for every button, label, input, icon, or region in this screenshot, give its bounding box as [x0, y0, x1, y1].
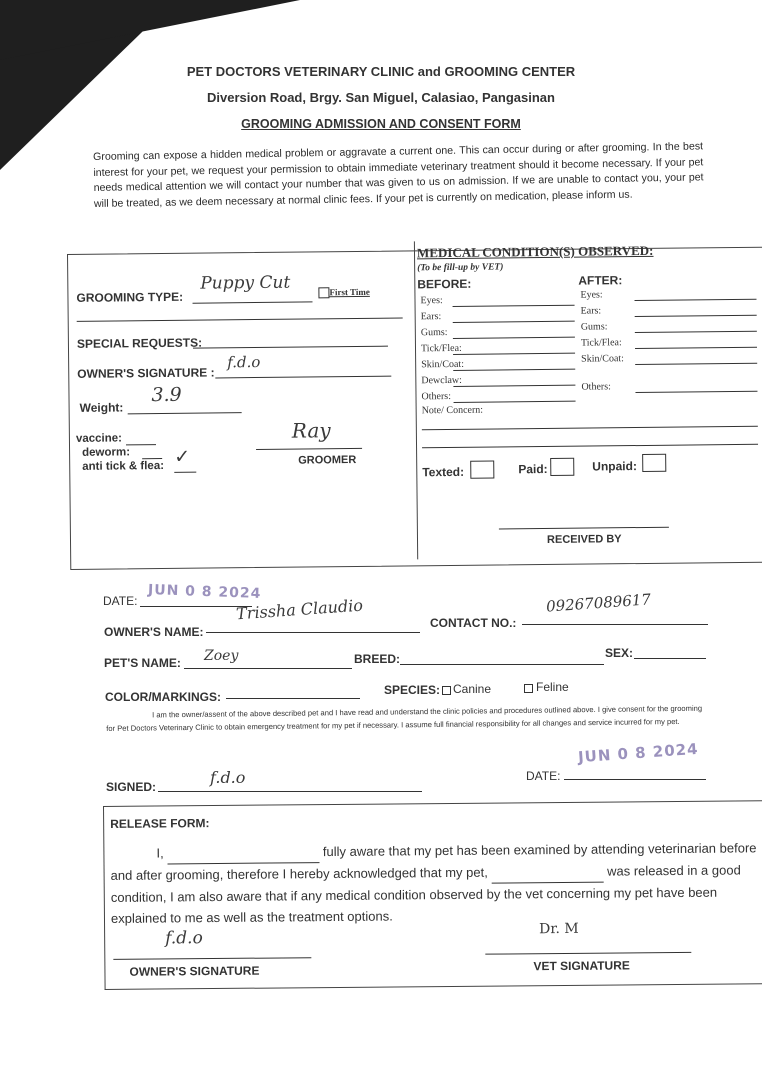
- before-item-line[interactable]: [453, 305, 575, 307]
- before-item-line[interactable]: [454, 401, 576, 403]
- owner-name-input[interactable]: Trissha Claudio: [235, 595, 364, 624]
- pet-name-input[interactable]: Zoey: [204, 648, 239, 664]
- form-title: GROOMING ADMISSION AND CONSENT FORM: [241, 117, 521, 131]
- note-concern-label: Note/ Concern:: [421, 404, 484, 417]
- owner-signature-label: OWNER'S SIGNATURE :: [77, 365, 215, 381]
- paid-checkbox[interactable]: [550, 458, 574, 476]
- consent-date-line: [564, 779, 706, 780]
- deworm-label: deworm:: [82, 446, 131, 459]
- vaccine-label: vaccine:: [75, 432, 123, 445]
- release-paragraph: [110, 837, 761, 929]
- after-item-label: Skin/Coat:: [581, 353, 624, 365]
- release-vet-line: [485, 952, 691, 955]
- texted-checkbox[interactable]: [470, 461, 494, 479]
- owner-signature-value[interactable]: f.d.o: [227, 352, 261, 372]
- before-label: BEFORE:: [417, 276, 472, 292]
- deworm-line[interactable]: [142, 458, 162, 459]
- weight-label: Weight:: [79, 400, 124, 415]
- release-i: I,: [156, 845, 164, 861]
- weight-line: [128, 412, 242, 414]
- release-box: [103, 800, 762, 990]
- consent-date-stamp: JUN 0 8 2024: [577, 739, 700, 767]
- signed-line: [158, 791, 422, 792]
- intro-paragraph: Grooming can expose a hidden medical problem or aggravate a current one. This can occur during or after grooming. In the best interest for your pet, we request your permission to obtain immediate veterinary treatment should it become necessary. If your pet needs medical attention we will contact your number that was given to us on admission. If we are unable to contact you, your pet will be treated, as we deem necessary at normal clinic fees. If your pet is currently on medication, please inform us.: [93, 140, 704, 210]
- special-requests-line[interactable]: [193, 346, 388, 349]
- date-stamp: JUN 0 8 2024: [147, 582, 262, 602]
- admission-box: [67, 242, 762, 570]
- before-item-line[interactable]: [453, 337, 575, 339]
- signed-signature[interactable]: f.d.o: [210, 768, 246, 787]
- sex-line[interactable]: [634, 658, 706, 659]
- feline-checkbox[interactable]: [524, 684, 533, 693]
- breed-label: BREED:: [354, 652, 401, 666]
- before-item-line[interactable]: [453, 353, 575, 355]
- release-name-blank[interactable]: [167, 841, 319, 864]
- release-vet-label: VET SIGNATURE: [533, 958, 630, 974]
- before-item-label: Eyes:: [420, 295, 443, 307]
- before-item-line[interactable]: [453, 321, 575, 323]
- release-owner-line: [113, 957, 311, 960]
- received-by-label: RECEIVED BY: [546, 533, 622, 546]
- before-item-line[interactable]: [453, 369, 575, 371]
- release-vet-signature[interactable]: Dr. M: [539, 920, 579, 938]
- grooming-type-label: GROOMING TYPE:: [76, 289, 184, 305]
- date-label: DATE:: [103, 594, 138, 608]
- owner-name-line: [206, 632, 420, 633]
- after-item-line[interactable]: [635, 299, 757, 301]
- color-markings-label: COLOR/MARKINGS:: [105, 690, 221, 704]
- paid-label: Paid:: [518, 461, 548, 477]
- groomer-label: GROOMER: [298, 453, 357, 467]
- groomer-line: [256, 448, 362, 450]
- release-title: RELEASE FORM:: [110, 816, 210, 831]
- unpaid-checkbox[interactable]: [642, 454, 666, 472]
- owner-signature-line: [215, 376, 391, 379]
- special-requests-label: SPECIAL REQUESTS:: [76, 335, 203, 351]
- species-label: SPECIES:: [384, 683, 441, 697]
- owner-name-label: OWNER'S NAME:: [104, 625, 204, 639]
- medical-subtitle: (To be fill-up by VET): [417, 262, 504, 274]
- unpaid-label: Unpaid:: [592, 459, 637, 474]
- antitick-line[interactable]: [174, 472, 196, 473]
- grooming-type-extra-line: [77, 317, 403, 321]
- vaccine-line[interactable]: [126, 444, 156, 445]
- release-text-2: was released in a good condition, I am also aware that if any medical condition observed by the vet concerning my pet have been explained to me as well as the treatment options.: [110, 862, 741, 926]
- before-item-line[interactable]: [453, 385, 575, 387]
- after-label: AFTER:: [578, 273, 623, 288]
- folded-edge-shadow: [0, 0, 300, 60]
- sex-label: SEX:: [605, 646, 634, 660]
- before-item-label: Ears:: [420, 311, 442, 323]
- release-owner-signature[interactable]: f.d.o: [165, 928, 203, 949]
- after-item-line[interactable]: [635, 331, 757, 333]
- release-text-1: fully aware that my pet has been examined by attending veterinarian before and after grooming, therefore I hereby acknowledged that my pet,: [110, 840, 757, 883]
- groomer-signature[interactable]: Ray: [291, 418, 331, 443]
- consent-date-label: DATE:: [526, 769, 561, 783]
- consent-text: I am the owner/assent of the above described pet and I have read and understand the clinic policies and procedures outlined above. I give consent for the grooming for Pet Doctors Veterinary Clinic to obtain emergency treatment for my pet if necessary. I assume full financial responsibility for all changes and service incurred for my pet.: [106, 703, 703, 733]
- grooming-type-line: [193, 301, 313, 303]
- contact-label: CONTACT NO.:: [430, 616, 517, 630]
- canine-label: Canine: [453, 682, 492, 696]
- before-item-label: Tick/Flea:: [420, 342, 462, 355]
- after-item-label: Others:: [581, 381, 611, 393]
- antitick-check-mark: ✓: [174, 445, 191, 468]
- weight-value[interactable]: 3.9: [151, 383, 182, 407]
- after-item-line[interactable]: [635, 315, 757, 317]
- first-time-checkbox[interactable]: [318, 287, 329, 298]
- after-item-label: Eyes:: [580, 289, 603, 301]
- color-markings-line[interactable]: [226, 698, 360, 699]
- signed-label: SIGNED:: [106, 780, 157, 794]
- before-item-label: Gums:: [420, 327, 448, 339]
- clinic-name: PET DOCTORS VETERINARY CLINIC and GROOMING CENTER: [186, 64, 576, 79]
- after-item-label: Tick/Flea:: [580, 337, 622, 349]
- after-item-line[interactable]: [635, 347, 757, 349]
- before-item-label: Dewclaw:: [421, 374, 462, 387]
- after-item-label: Gums:: [580, 321, 608, 333]
- antitick-label: anti tick & flea:: [82, 459, 165, 473]
- after-item-label: Ears:: [580, 305, 602, 317]
- release-owner-label: OWNER'S SIGNATURE: [129, 963, 260, 979]
- after-item-line[interactable]: [635, 391, 757, 393]
- breed-line[interactable]: [400, 664, 604, 665]
- pet-name-label: PET'S NAME:: [104, 656, 181, 670]
- canine-checkbox[interactable]: [442, 686, 451, 695]
- contact-line: [522, 624, 708, 625]
- before-item-label: Skin/Coat:: [421, 358, 465, 371]
- feline-label: Feline: [536, 680, 569, 694]
- medical-title: MEDICAL CONDITION(S) OBSERVED:: [416, 242, 654, 261]
- note-line-2[interactable]: [422, 444, 758, 449]
- after-item-line[interactable]: [635, 363, 757, 365]
- pet-name-line: [184, 668, 352, 669]
- contact-input[interactable]: 09267089617: [545, 590, 652, 616]
- texted-label: Texted:: [422, 464, 465, 480]
- received-by-line[interactable]: [499, 527, 669, 530]
- clinic-address: Diversion Road, Brgy. San Miguel, Calasiao, Pangasinan: [207, 90, 555, 105]
- grooming-type-input[interactable]: Puppy Cut: [200, 272, 291, 294]
- note-line-1[interactable]: [422, 426, 758, 431]
- first-time-label: First Time: [329, 286, 370, 298]
- release-pet-blank[interactable]: [491, 861, 603, 884]
- before-item-label: Others:: [421, 390, 452, 403]
